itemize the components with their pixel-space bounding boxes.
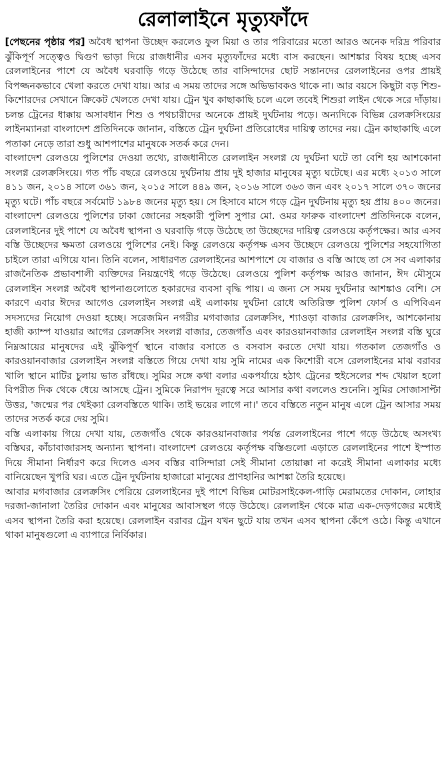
- article-paragraph: [5, 36, 441, 152]
- article-headline: রেলালাইনে মৃত্যুফাঁদে: [137, 7, 309, 31]
- paragraph-text: অবৈধ স্থাপনা উচ্ছেদ করলেও ফুল মিয়া ও তার পরিবারের মতো আরও অনেক দরিদ্র পরিবার ঝুঁকিপূর্ণ সত্ত্বেও দ্বিগুণ ভাড়া দিয়ে রাজধানীর এসব মৃত্যুফাঁদের মধ্যে বাস করছেন। আশঙ্কার বিষয় হচ্ছে এসব রেললাইনের পাশে যে অবৈধ ঘরবাড়ি গড়ে উঠেছে তার বাসিন্দাদের ছোট সন্তানদের রেললাইনের ওপর প্রায়ই বিপজ্জনকভাবে খেলা করতে দেখা যায়। আর এ সময় তাদের সঙ্গে অভিভাবকও থাকে না। আর বয়সে কিছুটা বড় শিশু-কিশোরদের সেখানে ক্রিকেট খেলতে দেখা যায়। ট্রেন খুব কাছাকাছি চলে এলে তবেই শিশুরা লাইন থেকে সরে দাঁড়ায়। চলন্ত ট্রেনের ধাক্কায় অসাবধান শিশু ও পথচারীদের অনেকে প্রায়ই দুর্ঘটনায় পড়ে। অন্যদিকে বিভিন্ন রেলক্রসিংয়ের লাইনম্যানরা বাংলাদেশ প্রতিদিনকে জানান, বস্তিতে ট্রেন দুর্ঘটনা প্রতিরোধের দায়িত্ব তাদের নয়। ট্রেন কাছাকাছি এলে পতাকা নেড়ে তারা শুধু আশপাশের মানুষকে সতর্ক করে দেন।: [5, 37, 441, 150]
- article-paragraph: বাংলাদেশ রেলওয়ে পুলিশের দেওয়া তথ্যে, রাজধানীতে রেললাইন সংলগ্ন যে দুর্ঘটনা ঘটে তা বেশি হয় আশকোনা সংলগ্ন রেলক্রসিংয়ে। গত পাঁচ বছরে রেলওয়ে দুর্ঘটনায় প্রায় দুই হাজার মানুষের মৃত্যু ঘটেছে। এর মধ্যে ২০১৩ সালে ৪১১ জন, ২০১৪ সালে ৩৬১ জন, ২০১৫ সালে ৪৪৯ জন, ২০১৬ সালে ৩৬৩ জন এবং ২০১৭ সালে ৩৭০ জনের মৃত্যু ঘটে। পাঁচ বছরে সর্বমোট ১৯৮৪ জনের মৃত্যু হয়। সে হিসাবে মাসে গড়ে ট্রেন দুর্ঘটনায় মৃত্যু হয় প্রায় ৪০০ জনের। বাংলাদেশ রেলওয়ে পুলিশের ঢাকা জোনের সহকারী পুলিশ সুপার মো. ওমর ফারুক বাংলাদেশ প্রতিদিনকে বলেন, রেললাইনের দুই পাশে যে অবৈধ স্থাপনা ও ঘরবাড়ি গড়ে উঠেছে তা উচ্ছেদের দায়িত্ব রেলওয়ে কর্তৃপক্ষের। আর এসব বস্তি উচ্ছেদের ক্ষমতা রেলওয়ে পুলিশের নেই। কিন্তু রেলওয়ে কর্তৃপক্ষ এসব উচ্ছেদে রেলওয়ে পুলিশের সহযোগিতা চাইলে তারা এগিয়ে যান। তিনি বলেন, সাধারণত রেললাইনের আশপাশে যে বাজার ও বস্তি আছে তা সে সব এলাকার রাজনৈতিক প্রভাবশালী ব্যক্তিদের নিয়ন্ত্রণেই গড়ে উঠেছে। রেলওয়ে পুলিশ কর্তৃপক্ষ আরও জানান, ঈদ মৌসুমে রেললাইন সংলগ্ন অবৈধ স্থাপনাগুলোতে হকারদের ব্যবসা বৃদ্ধি পায়। এ জন্য সে সময় দুর্ঘটনার আশঙ্কাও বেশি। সে কারণে এবার ঈদের আগেও রেললাইন সংলগ্ন এই এলাকায় দুর্ঘটনা রোধে অতিরিক্ত পুলিশ ফোর্স ও এপিবিএন সদস্যদের নিয়োগ দেওয়া হচ্ছে। সরেজমিন নগরীর মগবাজার রেলক্রসিং, শ্যাওড়া বাজার রেলক্রসিং, আশকোনায় হাজী ক্যাম্প যাওয়ার আগের রেলক্রসিং সংলগ্ন বাজার, তেজগাঁও এবং কারওয়ানবাজার রেললাইন সংলগ্ন বস্তি ঘুরে নিম্নআয়ের মানুষদের এই ঝুঁকিপূর্ণ স্থানে বাজার বসাতে ও বসবাস করতে দেখা যায়। গতকাল তেজগাঁও ও কারওয়ানবাজার রেললাইন সংলগ্ন বস্তিতে গিয়ে দেখা যায় সুমি নামের এক কিশোরী বসে রেললাইনের মাঝ বরাবর খালি স্থানে মাটির চুলায় ভাত রাঁধছে। সুমির সঙ্গে কথা বলার একপর্যায়ে হঠাৎ ট্রেনের হুইসেলের শব্দ খেয়াল হলো বিপরীত দিক থেকে ধেয়ে আসছে ট্রেন। সুমিকে নিরাপদ দূরত্বে সরে আসার কথা বললেও শুনেনি। সুমির সোজাসাপ্টা উত্তর, 'জন্মের পর থেইক্যা রেলবস্তিতে থাকি। তাই ভয়ের লাগে না।' তবে বস্তিতে নতুন মানুষ এলে ট্রেন আসার সময় তাদের সতর্ক করে দেয় সুমি।: [5, 153, 441, 425]
- article-body: [5, 36, 441, 544]
- continuation-label: [পেছনের পৃষ্ঠার পর]: [5, 37, 85, 48]
- article-paragraph: আবার মগবাজার রেলক্রসিং পেরিয়ে রেললাইনের দুই পাশে বিভিন্ন মোটরসাইকেল-গাড়ি মেরামতের দোকান, লোহার দরজা-জানালা তৈরির দোকান এবং মানুষের আবাসস্থল গড়ে উঠেছে। রেললাইন থেকে মাত্র এক-দেড়গজের মধ্যেই এসব স্থাপনা তৈরি করা হয়েছে। রেললাইন বরাবর ট্রেন যখন ছুটে যায় তখন এসব স্থাপনা কেঁপে ওঠে। কিন্তু এখানে থাকা মানুষগুলো এ ব্যাপারে নির্বিকার।: [5, 486, 441, 541]
- article-paragraph: বস্তি এলাকায় গিয়ে দেখা যায়, তেজগাঁও থেকে কারওয়ানবাজার পর্যন্ত রেললাইনের পাশে গড়ে উঠেছে অসংখ্য বস্তিঘর, কাঁচাবাজারসহ অন্যান্য স্থাপনা। বাংলাদেশ রেলওয়ে কর্তৃপক্ষ বস্তিগুলো এড়াতে রেললাইনের পাশে ইস্পাত দিয়ে সীমানা নির্ধারণ করে দিলেও এসব বস্তির বাসিন্দারা সেই সীমানা তোয়াক্কা না করেই সীমানা এলাকার মধ্যে বানিয়েছেন খুপরি ঘর। এতে ট্রেন দুর্ঘটনায় হাজারো মানুষের প্রাণহানির আশঙ্কা তৈরি হয়েছে।: [5, 428, 441, 483]
